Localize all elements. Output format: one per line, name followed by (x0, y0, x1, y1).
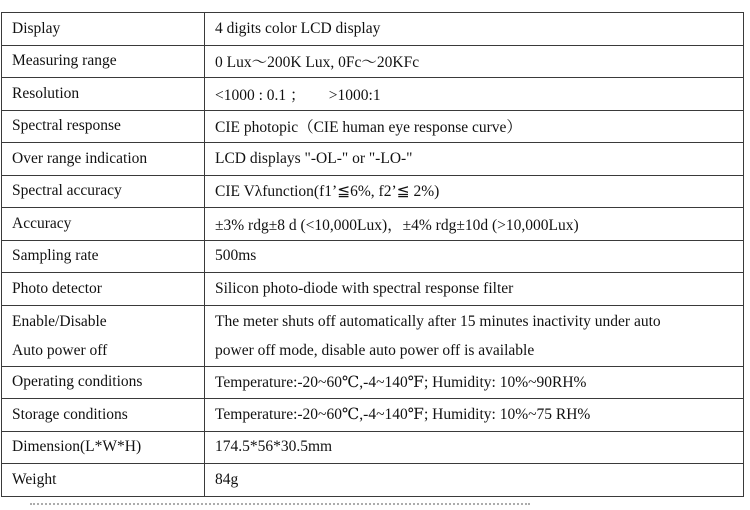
spec-label: Weight (2, 464, 205, 497)
spec-value: 500ms (205, 240, 744, 273)
spec-value: Silicon photo-diode with spectral response filter (205, 273, 744, 306)
spec-value: LCD displays "-OL-" or "-LO-" (205, 143, 744, 176)
spec-label-line: Auto power off (12, 341, 108, 359)
spec-value: <1000 : 0.1 ； >1000:1 (205, 78, 744, 111)
spec-label: Operating conditions (2, 366, 205, 399)
spec-label: Accuracy (2, 208, 205, 241)
table-row (2, 13, 744, 46)
cropped-text-remnant (30, 503, 530, 507)
spec-label: Spectral accuracy (2, 175, 205, 208)
spec-label: Sampling rate (2, 240, 205, 273)
table-row (2, 464, 744, 497)
spec-value: CIE photopic（CIE human eye response curve） (205, 110, 744, 143)
spec-value: ±3% rdg±8 d (<10,000Lux)，±4% rdg±10d (>10,000Lux) (205, 208, 744, 241)
table-row (2, 305, 744, 366)
table-row (2, 175, 744, 208)
spec-value: Temperature:-20~60℃,-4~140℉; Humidity: 10%~75 RH% (205, 399, 744, 432)
table-row (2, 45, 744, 78)
spec-value: CIE Vλfunction(f1’≦6%, f2’≦ 2%) (205, 175, 744, 208)
specifications-table (1, 12, 744, 497)
spec-value: Temperature:-20~60℃,-4~140℉; Humidity: 10%~90RH% (205, 366, 744, 399)
spec-value: 0 Lux～200K Lux, 0Fc～20KFc (205, 45, 744, 78)
table-row (2, 143, 744, 176)
table-row (2, 431, 744, 464)
table-row (2, 273, 744, 306)
spec-value-line: power off mode, disable auto power off is available (215, 341, 535, 359)
table-row (2, 366, 744, 399)
spec-label: Photo detector (2, 273, 205, 306)
spec-label-line: Enable/Disable (12, 312, 107, 330)
spec-value: 4 digits color LCD display (205, 13, 744, 46)
table-row (2, 208, 744, 241)
spec-label: Dimension(L*W*H) (2, 431, 205, 464)
spec-value: 174.5*56*30.5mm (205, 431, 744, 464)
spec-label (2, 305, 205, 366)
spec-label: Over range indication (2, 143, 205, 176)
spec-value (205, 305, 744, 366)
table-row (2, 110, 744, 143)
spec-label: Storage conditions (2, 399, 205, 432)
table-row (2, 399, 744, 432)
spec-label: Spectral response (2, 110, 205, 143)
table-row (2, 240, 744, 273)
table-row (2, 78, 744, 111)
spec-value-line: The meter shuts off automatically after 15 minutes inactivity under auto (215, 312, 661, 330)
spec-label: Display (2, 13, 205, 46)
spec-label: Measuring range (2, 45, 205, 78)
spec-value: 84g (205, 464, 744, 497)
spec-label: Resolution (2, 78, 205, 111)
